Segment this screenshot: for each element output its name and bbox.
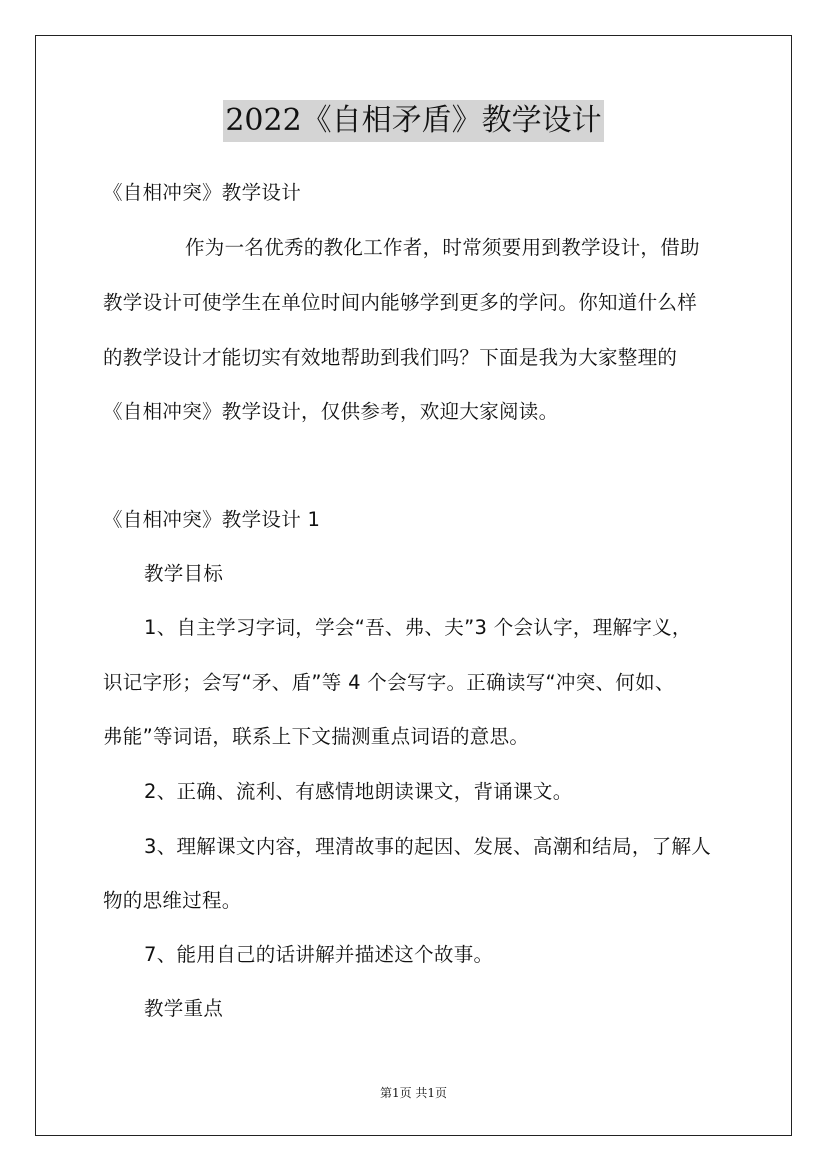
key-heading: 教学重点 — [144, 997, 224, 1020]
page-footer: 第1页 共1页 — [379, 1086, 448, 1100]
document-subtitle: 《自相冲突》教学设计 — [103, 181, 302, 204]
goals-heading: 教学目标 — [144, 562, 224, 585]
title-container — [0, 100, 827, 142]
intro-line-4: 《自相冲突》教学设计，仅供参考，欢迎大家阅读。 — [103, 400, 559, 423]
intro-line-3: 的教学设计才能切实有效地帮助到我们吗？下面是我为大家整理的 — [103, 346, 678, 369]
intro-line-1: 作为一名优秀的教化工作者，时常须要用到教学设计，借助 — [185, 236, 700, 259]
goal2-line: 2、正确、流利、有感情地朗读课文，背诵课文。 — [144, 780, 573, 803]
goal3-line-2: 物的思维过程。 — [103, 889, 242, 912]
intro-line-2: 教学设计可使学生在单位时间内能够学到更多的学问。你知道什么样 — [103, 291, 698, 314]
goal1-line-1: 1、自主学习字词，学会“吾、弗、夫”3 个会认字，理解字义， — [144, 616, 692, 639]
goal1-line-2: 识记字形；会写“矛、盾”等 4 个会写字。正确读写“冲突、何如、 — [103, 671, 675, 694]
goal1-line-3: 弗能”等词语，联系上下文揣测重点词语的意思。 — [103, 725, 530, 748]
section-heading: 《自相冲突》教学设计 1 — [103, 508, 321, 531]
goal3-line-1: 3、理解课文内容，理清故事的起因、发展、高潮和结局，了解人 — [144, 835, 712, 858]
goal7-line: 7、能用自己的话讲解并描述这个故事。 — [144, 943, 494, 966]
document-title: 2022《自相矛盾》教学设计 — [223, 100, 603, 142]
